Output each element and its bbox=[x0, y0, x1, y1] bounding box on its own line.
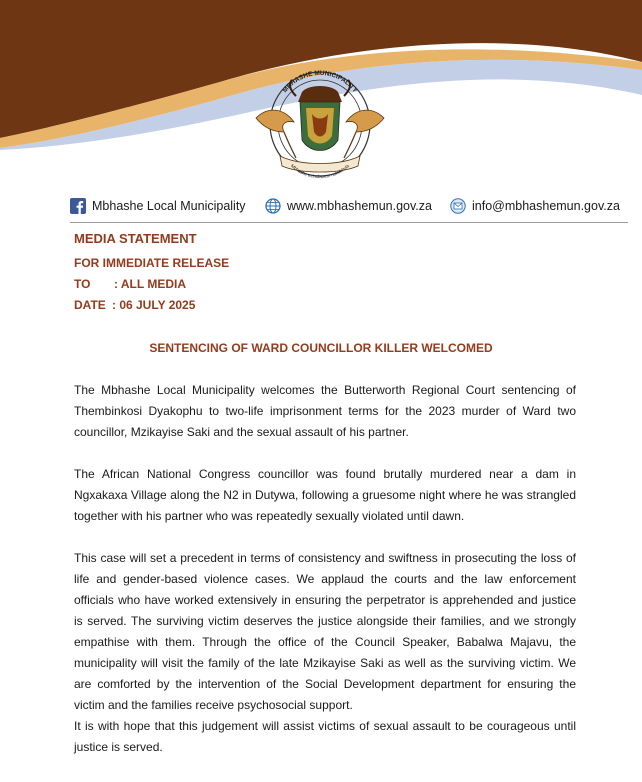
email-contact[interactable] bbox=[450, 198, 620, 214]
email-icon bbox=[450, 198, 466, 214]
statement-title: MEDIA STATEMENT bbox=[74, 231, 197, 246]
website-contact[interactable] bbox=[265, 198, 432, 214]
paragraph-4: It is with hope that this judgement will assist victims of sexual assault to be courageous until justice is served. bbox=[74, 719, 576, 754]
facebook-page-name: Mbhashe Local Municipality bbox=[92, 199, 246, 213]
recipient-line bbox=[74, 277, 186, 291]
date-label: DATE bbox=[74, 298, 106, 312]
release-line: FOR IMMEDIATE RELEASE bbox=[74, 256, 230, 270]
paragraph-3: This case will set a precedent in terms of consistency and swiftness in prosecuting the loss of life and gender-based violence cases. We applaud the courts and the law enforcement officials who have worked extensively in ensuring the perpetrator is apprehended and justice is served. The surviving victim deserves the justice alongside their families, and we strongly empathise with them. Through the office of the Council Speaker, Babalwa Majavu, the municipality will visit the family of the late Mzikayise Saki as well as the surviving victim. We are comforted by the intervention of the Social Development department for ensuring the victim and the families receive psychosocial support. bbox=[74, 551, 576, 712]
contact-bar bbox=[70, 198, 628, 222]
logo-motto: Mbhashe ezindlaneni nokukhula bbox=[290, 163, 350, 180]
municipality-logo bbox=[250, 62, 390, 184]
paragraph-2: The African National Congress councillor was found brutally murdered near a dam in Ngxakaxa Village along the N2 in Dutywa, following a gruesome night where he was strangled together with his partner who was repeatedly sexually violated until dawn. bbox=[74, 467, 576, 523]
facebook-icon bbox=[70, 198, 86, 214]
to-label: TO bbox=[74, 277, 91, 291]
website-link[interactable]: www.mbhashemun.gov.za bbox=[287, 199, 432, 213]
date-line bbox=[74, 298, 195, 312]
facebook-contact[interactable] bbox=[70, 198, 246, 214]
logo-ring-text: MBHASHE MUNICIPALITY bbox=[281, 69, 359, 95]
globe-icon bbox=[265, 198, 281, 214]
to-value: : ALL MEDIA bbox=[114, 277, 186, 291]
date-value: : 06 JULY 2025 bbox=[112, 298, 196, 312]
email-link[interactable]: info@mbhashemun.gov.za bbox=[472, 199, 620, 213]
headline: SENTENCING OF WARD COUNCILLOR KILLER WELCOMED bbox=[149, 341, 493, 355]
divider bbox=[70, 222, 628, 223]
paragraph-1: The Mbhashe Local Municipality welcomes the Butterworth Regional Court sentencing of Thembinkosi Dyakophu to two-life imprisonment terms for the 2023 murder of Ward two councillor, Mzikayise Saki and the sexual assault of his partner. bbox=[74, 383, 576, 439]
